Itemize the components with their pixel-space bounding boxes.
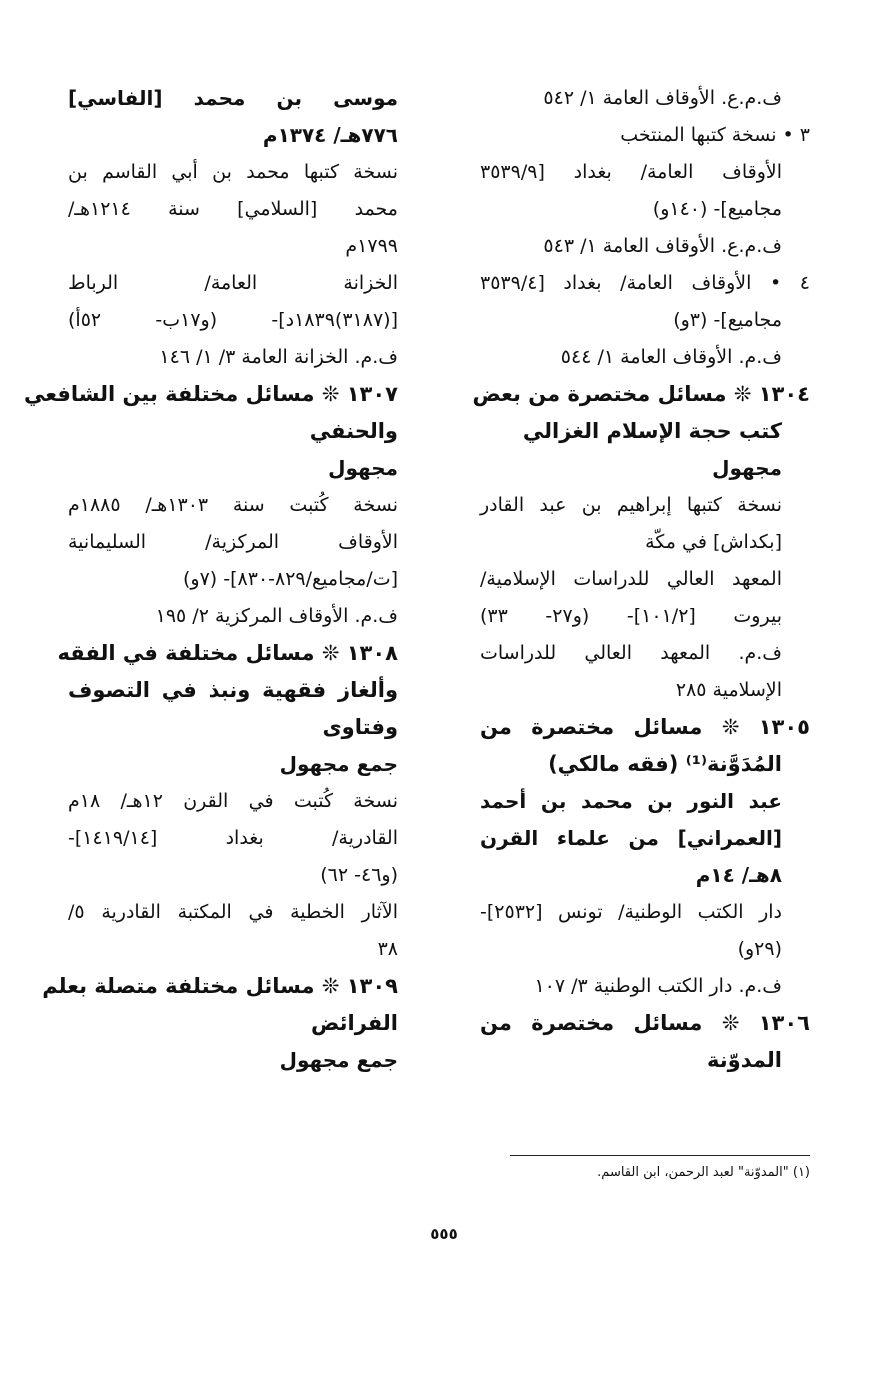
page-number: ٥٥٥ bbox=[430, 1225, 458, 1243]
text-line: الخزانة العامة/ الرباط bbox=[68, 272, 398, 294]
text-line: ف.م. الأوقاف العامة ١/ ٥٤٤ bbox=[560, 346, 782, 368]
entry-heading: ١٣٠٦ ❊ مسائل مختصرة من bbox=[480, 1011, 810, 1035]
text-line: الأوقاف العامة/ بغداد [٣٥٣٩/٩ bbox=[480, 161, 782, 183]
entry-heading: وألغاز فقهية ونبذ في التصوف bbox=[68, 678, 398, 702]
text-line: القادرية/ بغداد [١٤١٩/١٤]- bbox=[68, 827, 398, 849]
text-line: محمد [السلامي] سنة ١٢١٤هـ/ bbox=[68, 198, 398, 220]
text-line: [بكداش] في مكّة bbox=[645, 531, 782, 553]
text-line: ف.م. دار الكتب الوطنية ٣/ ١٠٧ bbox=[534, 975, 782, 997]
right-column bbox=[472, 80, 810, 1079]
entry-heading: ١٣٠٤ ❊ مسائل مختصرة من بعض bbox=[472, 382, 810, 406]
text-line: ف.م. المعهد العالي للدراسات bbox=[480, 642, 782, 664]
text-line: ف.م.ع. الأوقاف العامة ١/ ٥٤٢ bbox=[543, 87, 782, 109]
text-line: ف.م.ع. الأوقاف العامة ١/ ٥٤٣ bbox=[543, 235, 782, 257]
text-line: نسخة كُتبت في القرن ١٢هـ/ ١٨م bbox=[68, 790, 398, 812]
text-line: نسخة كتبها إبراهيم بن عبد القادر bbox=[480, 494, 782, 516]
footnote-separator bbox=[510, 1155, 810, 1156]
text-line: الإسلامية ٢٨٥ bbox=[675, 679, 782, 701]
text-line: مجاميع]- (١٤٠و) bbox=[652, 198, 782, 220]
text-line: بيروت [١٠١/٢]- (و٢٧- ٣٣) bbox=[480, 605, 782, 627]
text-line: الأوقاف المركزية/ السليمانية bbox=[68, 531, 398, 553]
footnote: (١) "المدوّنة" لعبد الرحمن، ابن القاسم. bbox=[597, 1165, 810, 1180]
entry-heading: الفرائض bbox=[311, 1011, 398, 1035]
text-line: الآثار الخطية في المكتبة القادرية ٥/ bbox=[68, 901, 398, 923]
text-line: ف.م. الخزانة العامة ٣/ ١/ ١٤٦ bbox=[159, 346, 398, 368]
entry-heading: والحنفي bbox=[309, 419, 398, 443]
text-line: المعهد العالي للدراسات الإسلامية/ bbox=[480, 568, 782, 590]
text-line: ١٧٩٩م bbox=[345, 235, 398, 257]
text-line: ٣٨ bbox=[377, 938, 398, 960]
text-line: [(٣١٨٧)١٨٣٩د]- (و١٧ب- ٥٢أ) bbox=[68, 309, 398, 331]
entry-author: عبد النور بن محمد بن أحمد bbox=[480, 789, 782, 813]
text-line: (و٤٦- ٦٢) bbox=[320, 864, 398, 886]
entry-author: مجهول bbox=[712, 456, 782, 480]
entry-heading: ١٣٠٩ ❊ مسائل مختلفة متصلة بعلم bbox=[42, 974, 398, 998]
entry-heading: ١٣٠٨ ❊ مسائل مختلفة في الفقه bbox=[57, 641, 398, 665]
text-line: مجاميع]- (٣و) bbox=[673, 309, 782, 331]
entry-author: ٨هـ/ ١٤م bbox=[695, 863, 782, 887]
entry-heading: المُدَوَّنة⁽¹⁾ (فقه مالكي) bbox=[548, 752, 782, 776]
entry-heading: المدوّنة bbox=[707, 1048, 782, 1072]
text-line: ف.م. الأوقاف المركزية ٢/ ١٩٥ bbox=[155, 605, 398, 627]
text-line: نسخة كتبها محمد بن أبي القاسم بن bbox=[68, 161, 398, 183]
text-line: دار الكتب الوطنية/ تونس [٢٥٣٢]- bbox=[480, 901, 782, 923]
text-line: ٣ • نسخة كتبها المنتخب bbox=[620, 124, 810, 146]
entry-author: جمع مجهول bbox=[279, 1048, 398, 1072]
text-line: [ت/مجاميع/٨٢٩-٨٣٠]- (٧و) bbox=[182, 568, 398, 590]
entry-author: جمع مجهول bbox=[279, 752, 398, 776]
text-line: ٤ • الأوقاف العامة/ بغداد [٣٥٣٩/٤ bbox=[480, 272, 810, 294]
left-column bbox=[24, 80, 398, 1079]
entry-author: موسى بن محمد [الفاسي] bbox=[68, 86, 398, 110]
text-line: (٢٩و) bbox=[737, 938, 782, 960]
entry-heading: ١٣٠٧ ❊ مسائل مختلفة بين الشافعي bbox=[24, 382, 398, 406]
entry-heading: وفتاوى bbox=[322, 715, 398, 739]
entry-author: ٧٧٦هـ/ ١٣٧٤م bbox=[262, 123, 398, 147]
text-line: نسخة كُتبت سنة ١٣٠٣هـ/ ١٨٨٥م bbox=[68, 494, 398, 516]
entry-author: مجهول bbox=[328, 456, 398, 480]
entry-heading: كتب حجة الإسلام الغزالي bbox=[522, 419, 782, 443]
entry-heading: ١٣٠٥ ❊ مسائل مختصرة من bbox=[480, 715, 810, 739]
entry-author: [العمراني] من علماء القرن bbox=[480, 826, 782, 850]
